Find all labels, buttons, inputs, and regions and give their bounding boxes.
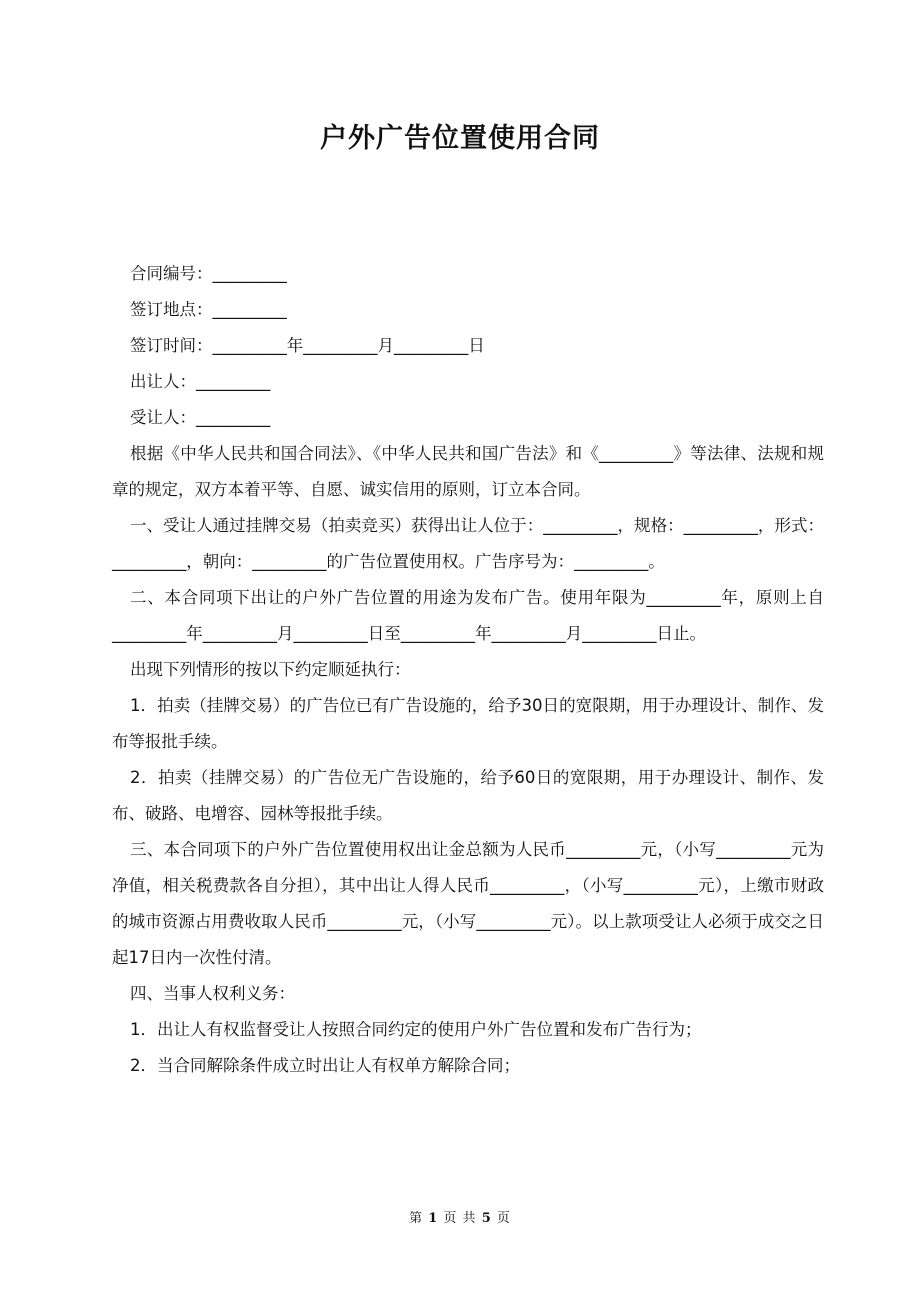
paragraph: 签订时间：_________年_________月_________日 <box>130 336 485 355</box>
paragraph: 1．出让人有权监督受让人按照合同约定的使用户外广告位置和发布广告行为； <box>130 1020 702 1039</box>
paragraph: 一、受让人通过挂牌交易（拍卖竞买）获得出让人位于：_________，规格：_________，形式：_________，朝向：_________的广告位置使用权。广告序号为：_________。 <box>112 516 824 571</box>
page-footer <box>0 1207 920 1226</box>
footer-suffix: 页 <box>496 1211 511 1226</box>
paragraph: 三、本合同项下的户外广告位置使用权出让金总额为人民币_________元，（小写_________元为净值，相关税费款各自分担），其中出让人得人民币_________，（小写_________元），上缴市财政的城市资源占用费收取人民币_________元，（小写_________元）。以上款项受让人必须于成交之日起17日内一次性付清。 <box>112 840 824 967</box>
current-page-number: 1 <box>428 1211 439 1226</box>
total-page-number: 5 <box>481 1211 492 1226</box>
paragraph: 根据《中华人民共和国合同法》、《中华人民共和国广告法》和《_________》等法律、法规和规章的规定，双方本着平等、自愿、诚实信用的原则，订立本合同。 <box>112 444 824 499</box>
paragraph: 合同编号：_________ <box>130 264 287 283</box>
footer-middle: 页 共 <box>443 1211 477 1226</box>
footer-prefix: 第 <box>409 1211 424 1226</box>
contract-body <box>112 256 824 1084</box>
paragraph: 四、当事人权利义务： <box>130 984 295 1003</box>
paragraph: 出现下列情形的按以下约定顺延执行： <box>130 660 411 679</box>
paragraph: 二、本合同项下出让的户外广告位置的用途为发布广告。使用年限为_________年，原则上自_________年_________月_________日至_________年_________月_________日止。 <box>112 588 824 643</box>
document-title: 户外广告位置使用合同 <box>320 123 600 154</box>
paragraph: 2．拍卖（挂牌交易）的广告位无广告设施的，给予60日的宽限期，用于办理设计、制作、发布、破路、电增容、园林等报批手续。 <box>112 768 824 823</box>
paragraph: 出让人：_________ <box>130 372 271 391</box>
paragraph: 受让人：_________ <box>130 408 271 427</box>
paragraph: 签订地点：_________ <box>130 300 287 319</box>
paragraph: 2．当合同解除条件成立时出让人有权单方解除合同； <box>130 1056 520 1075</box>
paragraph: 1．拍卖（挂牌交易）的广告位已有广告设施的，给予30日的宽限期，用于办理设计、制作、发布等报批手续。 <box>112 696 824 751</box>
